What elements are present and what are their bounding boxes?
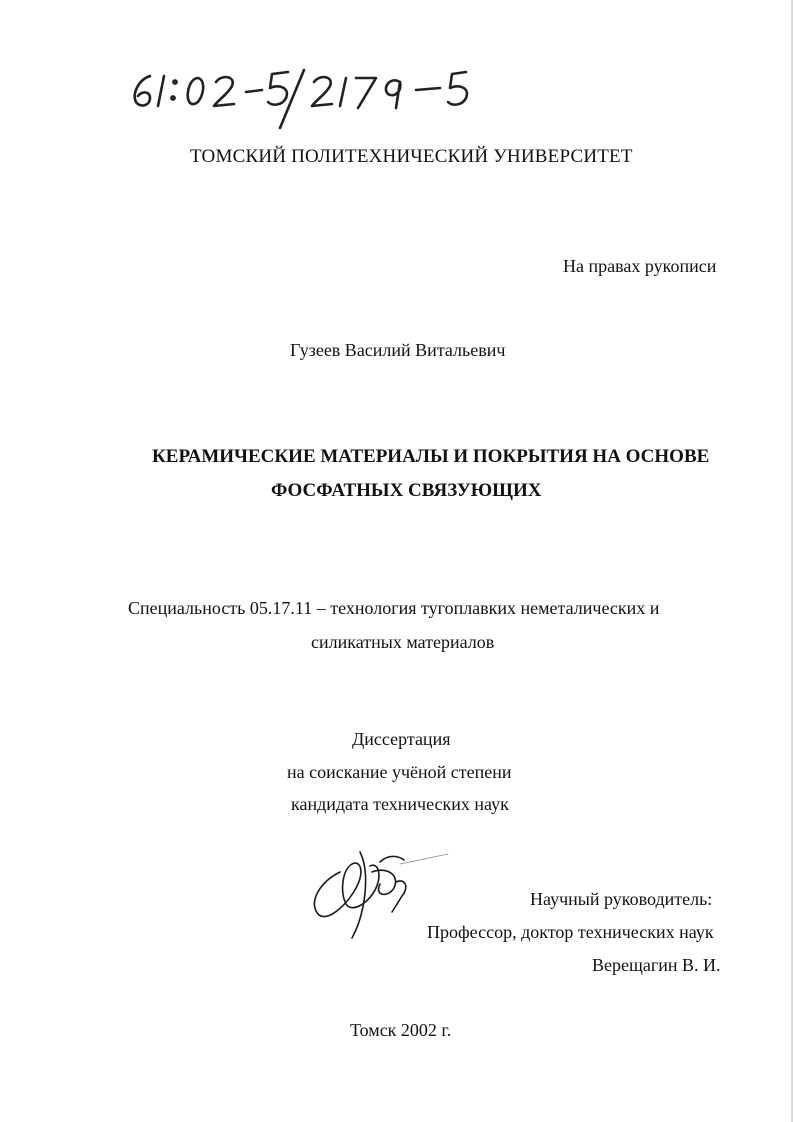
handwritten-archive-number [120,58,520,133]
degree-name: кандидата технических наук [291,794,509,814]
specialty-line-2: силикатных материалов [311,632,495,652]
rights-note: На правах рукописи [563,256,717,276]
dissertation-label: Диссертация [352,729,451,749]
author-name: Гузеев Василий Витальевич [290,340,506,360]
dissertation-title-line-1: КЕРАМИЧЕСКИЕ МАТЕРИАЛЫ И ПОКРЫТИЯ НА ОСНОВЕ [152,446,710,467]
supervisor-label: Научный руководитель: [530,889,713,909]
degree-purpose: на соискание учёной степени [287,762,512,782]
handwritten-archive-number-drawing [120,58,520,133]
university-name: ТОМСКИЙ ПОЛИТЕХНИЧЕСКИЙ УНИВЕРСИТЕТ [190,146,633,167]
place-and-year: Томск 2002 г. [350,1020,452,1040]
specialty-line-1: Специальность 05.17.11 – технология тугоплавких неметалических и [128,598,660,618]
supervisor-degree: Профессор, доктор технических наук [427,922,714,942]
dissertation-title-line-2: ФОСФАТНЫХ СВЯЗУЮЩИХ [271,480,542,501]
supervisor-name: Верещагин В. И. [592,955,721,975]
